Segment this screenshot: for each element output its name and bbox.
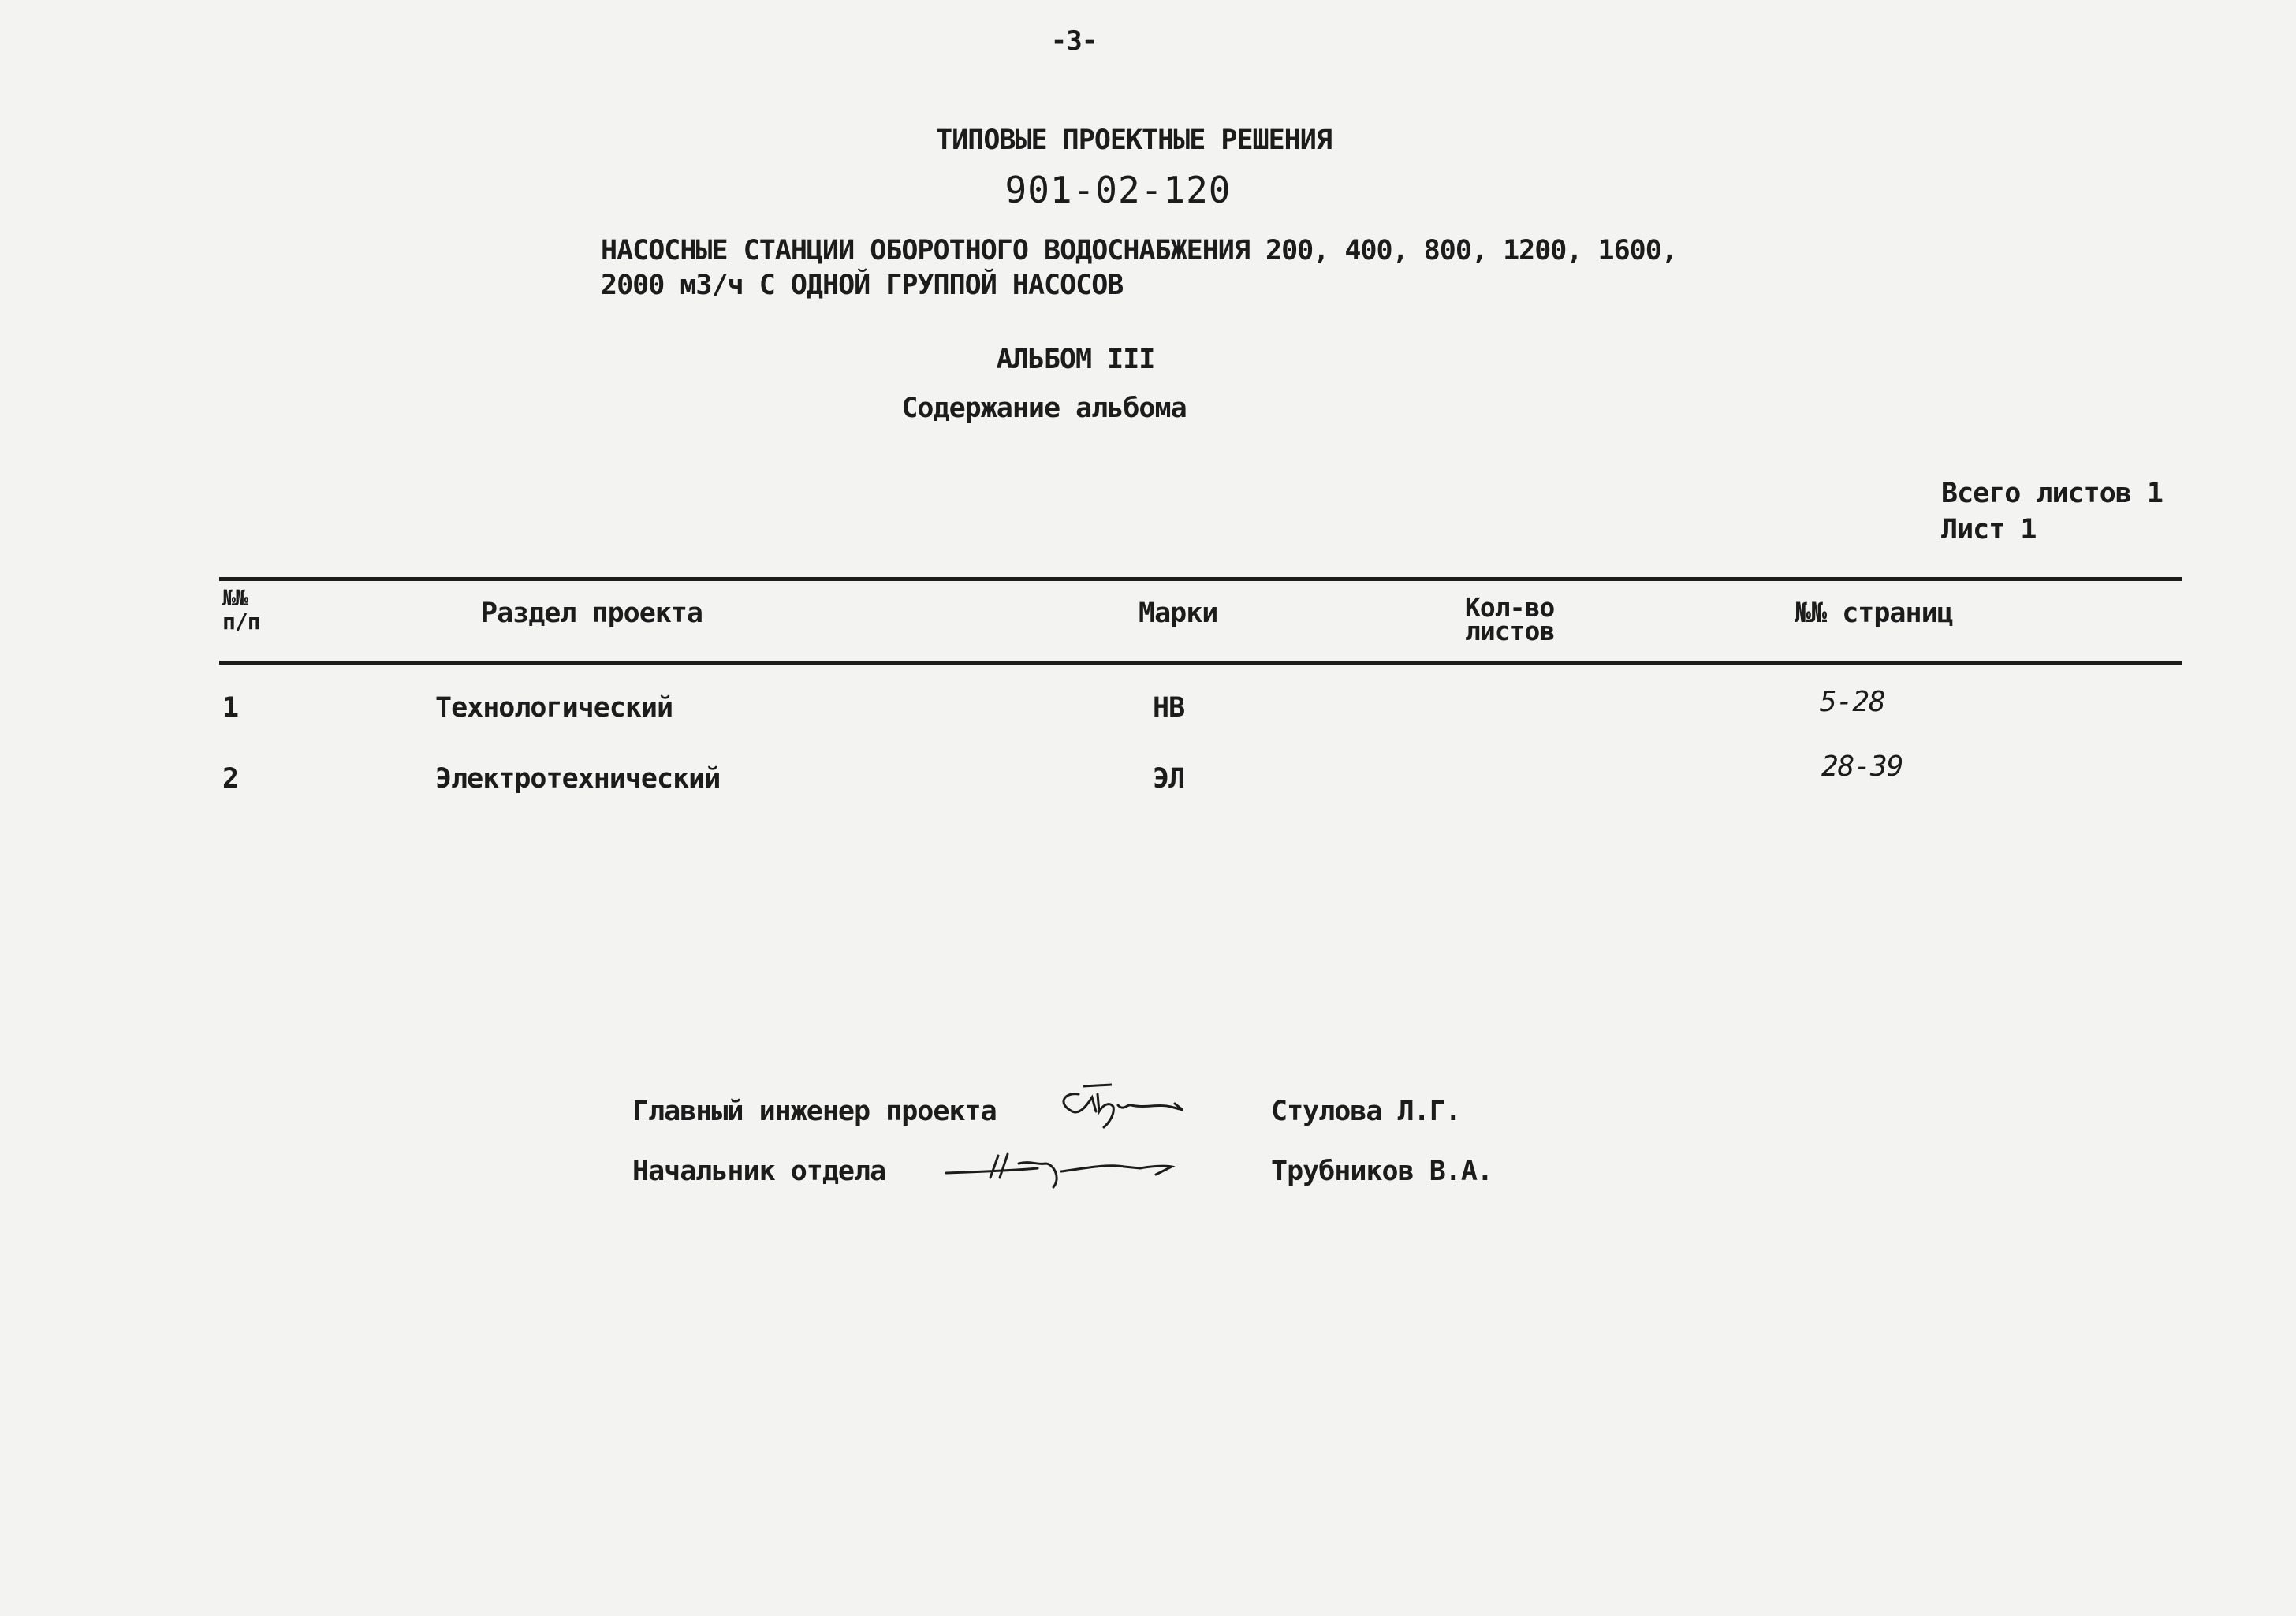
- row-num: 2: [222, 763, 239, 795]
- handwritten-signature-2: [943, 1140, 1180, 1195]
- signature-name-chief-engineer: Стулова Л.Г.: [1271, 1096, 1461, 1127]
- header-count-line-1: Кол-во: [1465, 592, 1555, 623]
- subtitle-line-2: 2000 м3/ч С ОДНОЙ ГРУППОЙ НАСОСОВ: [601, 270, 1124, 301]
- sheet-number: Лист 1: [1941, 514, 2037, 545]
- header-marks: Марки: [1139, 598, 1218, 629]
- row-section: Электротехнический: [435, 763, 721, 795]
- signature-name-department-head: Трубников В.А.: [1271, 1156, 1493, 1187]
- page-number: -3-: [1050, 25, 1098, 57]
- header-count: [1465, 592, 1555, 646]
- table-header-rule: [219, 661, 2182, 665]
- header-num-line-1: №№: [222, 585, 248, 611]
- header-num-line-2: п/п: [222, 609, 260, 635]
- subtitle-line-1: НАСОСНЫЕ СТАНЦИИ ОБОРОТНОГО ВОДОСНАБЖЕНИЯ 200, 400, 800, 1200, 1600,: [601, 235, 1677, 266]
- signature-role-chief-engineer: Главный инженер проекта: [632, 1096, 997, 1127]
- row-mark: НВ: [1153, 692, 1185, 724]
- row-pages: 5-28: [1820, 686, 1885, 718]
- signature-role-department-head: Начальник отдела: [632, 1156, 886, 1187]
- header-num: [222, 586, 260, 634]
- contents-title: Содержание альбома: [901, 393, 1187, 424]
- header-count-line-2: листов: [1465, 616, 1555, 646]
- handwritten-signature-1: [1049, 1080, 1206, 1135]
- row-pages: 28-39: [1821, 750, 1903, 783]
- album-title: АЛЬБОМ III: [996, 344, 1155, 375]
- total-sheets: Всего листов 1: [1941, 478, 2164, 509]
- row-mark: ЭЛ: [1153, 763, 1185, 795]
- series-title: ТИПОВЫЕ ПРОЕКТНЫЕ РЕШЕНИЯ: [936, 125, 1332, 156]
- header-pages: №№ страниц: [1795, 598, 1953, 629]
- row-num: 1: [222, 692, 239, 724]
- table-top-rule: [219, 577, 2182, 581]
- row-section: Технологический: [435, 692, 673, 724]
- project-code: 901-02-120: [1004, 169, 1232, 211]
- header-section: Раздел проекта: [481, 598, 703, 629]
